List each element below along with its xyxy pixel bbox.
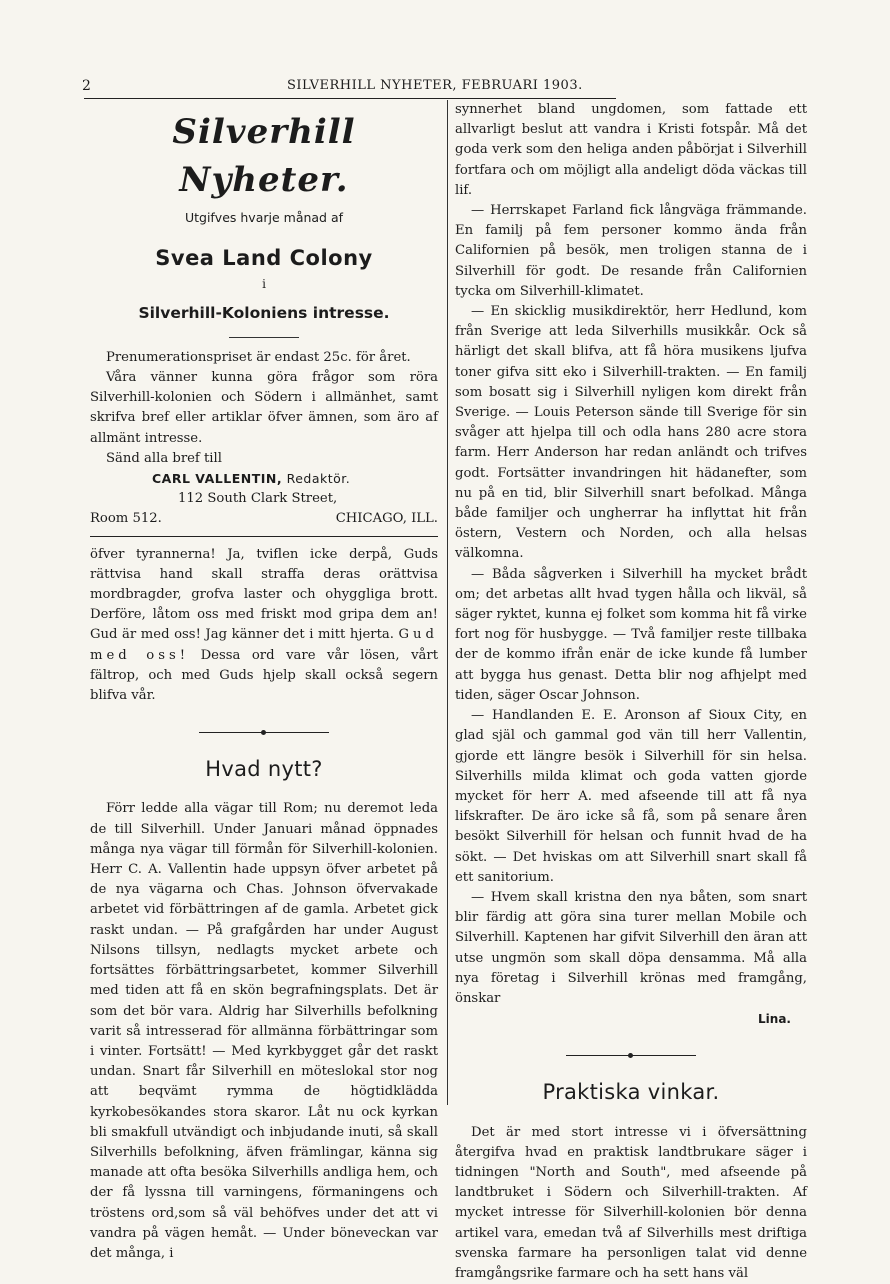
right-column — [455, 100, 807, 1284]
masthead-bottom-rule — [90, 536, 438, 537]
send-note: Sänd alla bref till — [106, 450, 222, 466]
section-divider-right — [566, 1055, 696, 1056]
news-paragraph-3: — En skicklig musikdirektör, herr Hedlund, kom från Sverige att leda Silverhills musikkår. Ock så härligt det skall blifva, att få höra musikens ljufva toner gifva sitt eko i Silverhill-trakten. — En familj som bosatt sig i Silverhill nyligen kom direkt från Sverige. — Louis Peterson sände till Sverige för sin svåger att hjelpa till och odla hans 280 acre stora farm. Herr Anderson har redan anländt och trifves godt. Fortsätter invandringen hit hädanefter, som nu på en tid, blir Silverhill snart befolkad. Många både familjer och ungherrar ha inflyttat hit från östern, Vestern och Norden, och alla helsas välkomna. — [455, 304, 807, 562]
page-header — [82, 74, 617, 98]
news-paragraph-5: — Handlanden E. E. Aronson af Sioux City, en glad själ och gammal god vän till herr Vallentin, gjorde ett längre besök i Silverhill för sin helsa. Silverhills milda klimat och goda vatten gjorde mycket för herr A. med afseende till att få nya lifskrafter. De äro icke så få, som på senare åren besökt Silverhill för helsan och funnit hvad de ha sökt. — Det hviskas om att Silverhill snart skall få ett sanitorium. — [455, 708, 807, 885]
editor-role: Redaktör. — [286, 471, 351, 487]
motto: Gud med oss! — [90, 627, 438, 663]
editor-name: CARL VALLENTIN, — [152, 471, 283, 487]
continuation-text: öfver tyrannerna! Ja, tviflen icke derpå, Guds rättvisa hand skall straffa deras orättvisa mordbragder, grofva laster och ohyggliga brott. Derföre, låtom oss med friskt mod gripa dem an! Gud är med oss! Jag känner det i mitt hjerta. — [90, 546, 438, 643]
section-title-practical: Praktiska vinkar. — [542, 1080, 720, 1105]
masthead-info — [90, 348, 438, 530]
news-paragraph-1: synnerhet bland ungdomen, som fattade ett allvarligt beslut att vandra i Kristi fotspår. Må det goda verk som den heliga anden påbörjat i Silverhill fortfara och om möjligt alla andeligt döda väckas till lif. — [455, 102, 807, 198]
page-number: 2 — [82, 78, 91, 94]
column-divider — [447, 100, 448, 1105]
practical-paragraph: Det är med stort intresse vi i öfversättning återgifva hvad en praktisk landtbrukare säger i tidningen "North and South", med afseende på landtbruket i Södern och Silverhill-trakten. Af mycket intresse för Silverhill-kolonien bör denna artikel vara, emedan två af Silverhills mest driftiga svenska farmare ha personligen talat vid denne framgångsrike farmare och ha sett hans väl — [455, 1124, 807, 1281]
room-line — [90, 509, 438, 529]
news-paragraph-2: — Herrskapet Farland fick långväga främmande. En familj på fem personer kommo ända från Californien på besök, men troligen stanna de i Silverhill för godt. De resande från Californien tycka om Silverhill-klimatet. — [455, 203, 807, 299]
room-number: Room 512. — [90, 511, 162, 527]
signature-line — [455, 1009, 807, 1029]
editor-line — [152, 469, 438, 489]
masthead-colony: Svea Land Colony — [155, 246, 373, 271]
masthead-interest: Silverhill-Koloniens intresse. — [138, 303, 390, 322]
subscription-price: Prenumerationspriset är endast 25c. för året. — [106, 349, 411, 365]
masthead-connector: i — [262, 277, 266, 292]
friends-note: Våra vänner kunna göra frågor som röra Silverhill-kolonien och Södern i allmänhet, samt skrifva bref eller artiklar öfver ämnen, som äro af allmänt intresse. — [90, 370, 438, 446]
masthead-subtitle: Utgifves hvarje månad af — [184, 210, 344, 225]
article-continuation — [90, 545, 438, 707]
section-title-news: Hvad nytt? — [205, 757, 323, 782]
section-divider — [199, 732, 329, 733]
continuation-end: Dessa ord vare vår lösen, vårt fältrop, och med Guds hjelp skall också segern blifva vår. — [90, 647, 438, 704]
city: CHICAGO, ILL. — [335, 511, 438, 527]
header-rule — [84, 98, 616, 99]
running-head: SILVERHILL NYHETER, FEBRUARI 1903. — [287, 78, 583, 93]
news-paragraph-6: — Hvem skall kristna den nya båten, som snart blir färdig att göra sina turer mellan Mobile och Silverhill. Kaptenen har gifvit Silverhill den äran att utse ungmön som skall döpa densamma. Må alla nya företag i Silverhill krönas med framgång, önskar — [455, 889, 807, 1006]
signature: Lina. — [758, 1012, 791, 1027]
news-paragraph-4: — Båda sågverken i Silverhill ha mycket brådt om; det arbetas allt hvad tygen hålla och likväl, så säger ryktet, kunna ej folket som komma hit få virke fort nog för husbygge. — Två familjer reste tillbaka der de kommo ifrån enär de icke kunde få lumber att bygga hus genast. Detta blir nog afhjelpt med tiden, säger Oscar Johnson. — [455, 566, 807, 703]
left-column — [90, 100, 438, 1264]
news-paragraph: Förr ledde alla vägar till Rom; nu deremot leda de till Silverhill. Under Januari månad öppnades många nya vägar till förmån för Silverhill-kolonien. Herr C. A. Vallentin hade uppsyn öfver arbetet på de nya vägarna och Chas. Johnson öfvervakade arbetet vid förbättringen af de gamla. Arbetet gick raskt undan. — På grafgården har under August Nilsons tillsyn, nedlagts mycket arbete och fortsättes förbättringsarbetet, kommer Silverhill med tiden att få en skön begrafningsplats. Det är som det bör vara. Aldrig har Silverhills befolkning varit så intresserad för allmänna förbättringar som i vinter. Fortsätt! — Med kyrkbygget går det raskt undan. Snart får Silverhill en möteslokal stor nog att beqvämt rymma de högtidklädda kyrkobesökandes stora skaror. Låt nu ock kyrkan bli smakfull utvändigt och inbjudande inuti, så skall Silverhills befolkning, äfven främlingar, känna sig manade att ofta besöka Silverhills andliga hem, och der få lyssna till varningens, förmaningens och tröstens ord,som så väl behöfves under det att vi vandra på vägen hemåt. — Under böneveckan var det många, i — [90, 801, 438, 1261]
masthead-title: Silverhill Nyheter. — [172, 112, 356, 200]
masthead-rule — [229, 337, 299, 338]
street-address: 112 South Clark Street, — [178, 491, 338, 507]
